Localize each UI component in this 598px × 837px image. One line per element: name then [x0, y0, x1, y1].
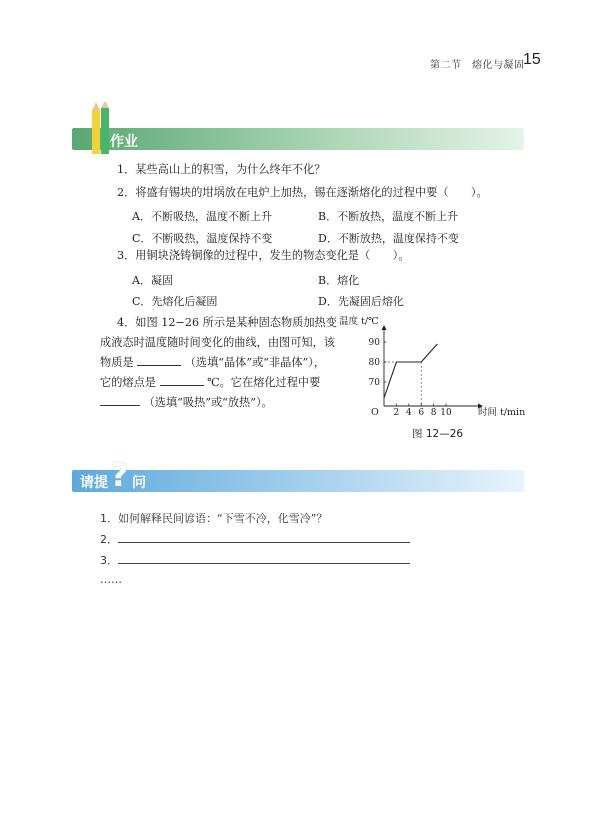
- y-tick-label: 90: [368, 338, 380, 348]
- temperature-curve: [384, 344, 437, 398]
- x-tick-label: 2: [393, 408, 400, 418]
- q2-option-a: A．不断吸热，温度不断上升: [132, 210, 272, 223]
- page-number: 15: [523, 51, 541, 68]
- x-tick-label: 10: [440, 408, 452, 418]
- figure-caption: 图 12—26: [412, 428, 464, 440]
- chart-guides: [384, 362, 421, 406]
- answer-blank-heat[interactable]: [100, 393, 140, 406]
- question-4-line-4: [100, 373, 320, 393]
- chart-origin-label: O: [371, 407, 379, 418]
- x-tick-label: 8: [430, 408, 437, 418]
- y-tick-label: 80: [368, 358, 380, 368]
- q3-option-a: A．凝固: [132, 274, 173, 287]
- ask-title-a: 请提: [80, 475, 108, 491]
- ask-label-3: 3．: [100, 554, 118, 567]
- homework-banner: [72, 128, 524, 150]
- x-tick-label: 4: [405, 408, 412, 418]
- y-tick-label: 70: [368, 378, 380, 388]
- question-mark-icon: ?: [110, 456, 129, 494]
- y-axis-arrow: [382, 325, 387, 330]
- ask-question-1: 1．如何解释民间谚语：“下雪不冷，化雪冷”？: [100, 512, 328, 525]
- ask-label-2: 2．: [100, 533, 118, 546]
- q4-text-choice-crystal: （选填“晶体”或“非晶体”），: [184, 356, 326, 369]
- chart-y-axis-label: 温度 t/℃: [339, 316, 379, 327]
- q3-option-d: D．先凝固后熔化: [318, 295, 404, 308]
- ask-more: ……: [100, 573, 122, 586]
- question-3: 3．用铜块浇铸铜像的过程中，发生的物态变化是（ ）。: [117, 249, 410, 262]
- question-4-line-1: 4．如图 12−26 所示是某种固态物质加热变: [117, 316, 337, 329]
- running-header-section: 第二节 熔化与凝固: [430, 60, 525, 71]
- chart-series: [384, 344, 437, 398]
- q4-text-melting-point: 它的熔点是: [100, 376, 156, 389]
- answer-blank-crystal[interactable]: [137, 353, 181, 366]
- question-2: 2．将盛有锡块的坩埚放在电炉上加热，锡在逐渐熔化的过程中要（ ）。: [117, 186, 488, 199]
- q4-text-process: ℃。它在熔化过程中要: [207, 376, 321, 389]
- q3-option-c: C．先熔化后凝固: [132, 295, 218, 308]
- ask-answer-line-2[interactable]: [118, 542, 410, 543]
- homework-title: 作业: [110, 134, 138, 150]
- ask-title-b: 问: [132, 475, 146, 491]
- question-4-line-2: 成液态时温度随时间变化的曲线，由图可知，该: [100, 336, 335, 349]
- q2-option-d: D．不断放热，温度保持不变: [318, 232, 459, 245]
- chart-axes: [382, 325, 484, 409]
- q4-text-choice-heat: （选填“吸热”或“放热”）。: [143, 396, 273, 409]
- q3-option-b: B．熔化: [318, 274, 360, 287]
- x-tick-label: 6: [418, 408, 425, 418]
- q2-option-b: B．不断放热，温度不断上升: [318, 210, 459, 223]
- answer-blank-melting-point[interactable]: [160, 373, 204, 386]
- q4-text-substance: 物质是: [100, 356, 134, 369]
- question-4-line-3: [100, 353, 325, 373]
- q2-option-c: C．不断吸热，温度保持不变: [132, 232, 273, 245]
- question-1: 1．某些高山上的积雪，为什么终年不化？: [117, 163, 326, 176]
- chart-x-axis-label: 时间 t/min: [478, 407, 526, 418]
- ask-answer-line-3[interactable]: [118, 563, 410, 564]
- pencils-icon: [90, 102, 112, 154]
- temperature-time-chart: [336, 312, 536, 438]
- question-4-line-5: [100, 393, 273, 413]
